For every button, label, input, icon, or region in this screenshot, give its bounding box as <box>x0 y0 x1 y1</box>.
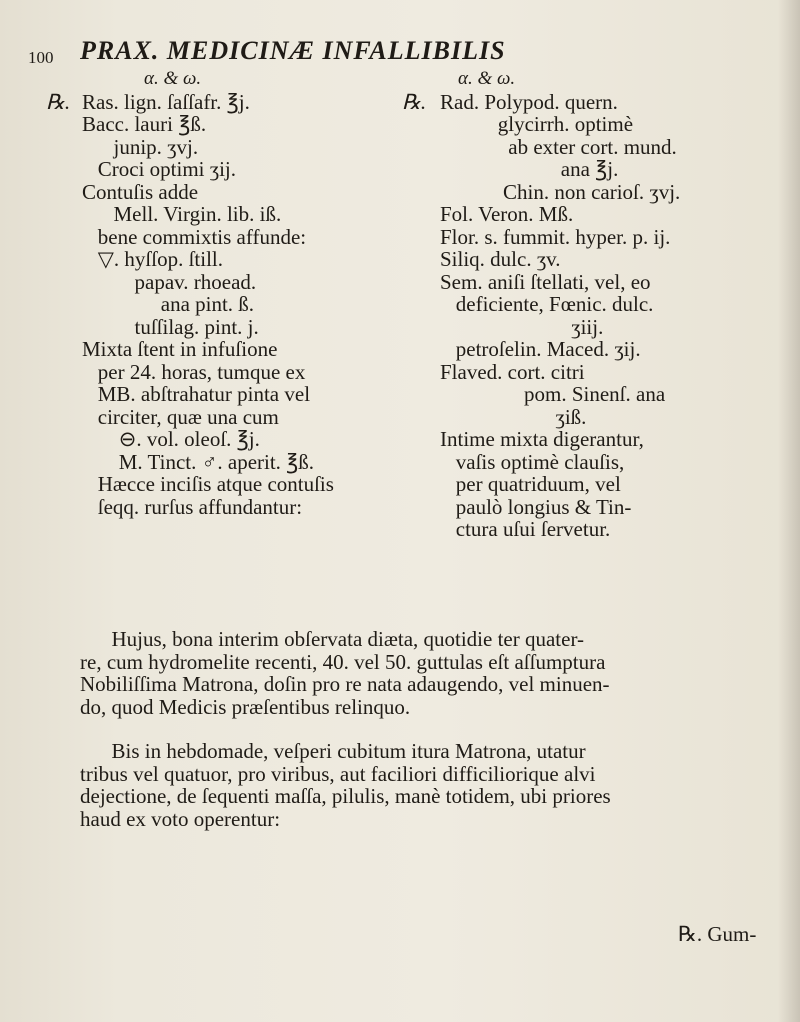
recipe-line-text: Mixta ſtent in infuſione <box>82 337 278 361</box>
pill-paragraph <box>80 740 770 830</box>
recipe-line <box>82 316 450 339</box>
recipe-line <box>82 203 450 226</box>
recipe-line-text: Mell. Virgin. lib. iß. <box>82 202 282 226</box>
running-title: PRAX. MEDICINÆ INFALLIBILIS <box>80 36 506 65</box>
recipe-line-text: Rad. Polypod. quern. <box>440 89 618 114</box>
recipe-line <box>440 406 780 429</box>
recipe-line <box>440 248 780 271</box>
recipe-line <box>82 473 450 496</box>
recipe-line-text: Croci optimi ʒij. <box>82 157 236 181</box>
recipe-line <box>82 361 450 384</box>
paragraph-line: do, quod Medicis præſentibus relinquo. <box>80 694 411 719</box>
recipe-line-text: MB. abſtrahatur pinta vel <box>82 382 311 406</box>
recipe-line-text: Contuſis adde <box>82 179 199 204</box>
recipe-line <box>440 518 780 541</box>
recipe-line <box>82 428 450 451</box>
recipe-line <box>440 203 780 226</box>
recipe-line-text: Sem. aniſi ſtellati, vel, eo <box>440 269 651 294</box>
recipe-line <box>82 181 450 204</box>
recipe-line <box>82 271 450 294</box>
recipe-line-text: papav. rhoead. <box>82 269 257 294</box>
catchword: ℞. Gum- <box>678 922 757 946</box>
recipe-line-text: M. Tinct. ♂. aperit. ℥ß. <box>82 449 315 474</box>
recipe-line <box>440 338 780 361</box>
recipe-line <box>440 271 780 294</box>
recipe-line <box>46 89 450 114</box>
left-column-heading: α. & ω. <box>144 68 202 89</box>
recipe-line <box>82 158 450 181</box>
page-number: 100 <box>28 48 54 67</box>
recipe-symbol: ℞. <box>46 89 71 114</box>
recipe-line-text: junip. ʒvj. <box>82 134 199 159</box>
recipe-line <box>440 361 780 384</box>
paragraph-line: Bis in hebdomade, veſperi cubitum itura Matrona, utatur <box>80 739 586 763</box>
recipe-line-text: paulò longius & Tin- <box>440 494 632 519</box>
recipe-line <box>82 113 450 136</box>
recipe-line-text: per quatriduum, vel <box>440 472 621 496</box>
paragraph-line: haud ex voto operentur: <box>80 806 281 831</box>
recipe-line <box>402 89 780 114</box>
recipe-line <box>82 338 450 361</box>
recipe-line <box>82 383 450 406</box>
recipe-line-text: ana ℥j. <box>440 157 619 181</box>
recipe-line-text: Chin. non carioſ. ʒvj. <box>440 179 681 204</box>
recipe-line <box>440 293 780 316</box>
recipe-line <box>440 136 780 159</box>
recipe-line <box>82 136 450 159</box>
recipe-line <box>82 406 450 429</box>
recipe-line-text: circiter, quæ una cum <box>82 404 279 429</box>
recipe-line-text: ⊖. vol. oleoſ. ℥j. <box>82 427 260 451</box>
recipe-line-text: ctura uſui ſervetur. <box>440 517 611 541</box>
recipe-line-text: ana pint. ß. <box>82 292 255 316</box>
page-gutter-shadow <box>778 0 800 1022</box>
recipe-line <box>82 496 450 519</box>
recipe-line-text: Flaved. cort. citri <box>440 359 585 384</box>
paragraph-line: Nobiliſſima Matrona, doſin pro re nata adaugendo, vel minuen- <box>80 672 610 696</box>
recipe-line-text: deficiente, Fœnic. dulc. <box>440 292 654 316</box>
recipe-line <box>440 158 780 181</box>
recipe-line <box>440 473 780 496</box>
recipe-line <box>440 451 780 474</box>
recipe-line-text: Intime mixta digerantur, <box>440 427 644 451</box>
right-recipe-column <box>402 68 780 541</box>
recipe-line <box>440 428 780 451</box>
right-column-heading: α. & ω. <box>458 68 516 89</box>
recipe-line <box>440 496 780 519</box>
recipe-line <box>440 113 780 136</box>
recipe-line-text: ſeqq. rurſus affundantur: <box>82 494 303 519</box>
recipe-line-text: ▽. hyſſop. ſtill. <box>82 247 223 271</box>
recipe-line-text: bene commixtis affunde: <box>82 224 307 249</box>
recipe-symbol: ℞. <box>402 89 427 114</box>
recipe-line-text: vaſis optimè clauſis, <box>440 449 625 474</box>
recipe-line <box>82 226 450 249</box>
recipe-line-text: tuſſilag. pint. j. <box>82 314 259 339</box>
recipe-line-text: Bacc. lauri ℥ß. <box>82 112 207 136</box>
recipe-line <box>440 181 780 204</box>
dosage-paragraph <box>80 628 770 718</box>
recipe-line-text: Ras. lign. ſaſſafr. ℥j. <box>82 89 250 114</box>
paragraph-line: re, cum hydromelite recenti, 40. vel 50. guttulas eſt aſſumptura <box>80 649 606 674</box>
paragraph-line: tribus vel quatuor, pro viribus, aut faciliori difficiliorique alvi <box>80 761 596 786</box>
recipe-line-text: per 24. horas, tumque ex <box>82 359 306 384</box>
left-recipe-column <box>46 68 450 519</box>
recipe-line <box>440 226 780 249</box>
recipe-line-text: ʒiij. <box>440 314 604 339</box>
left-recipe-lines <box>46 89 450 519</box>
right-recipe-lines <box>402 89 780 541</box>
recipe-line-text: petroſelin. Maced. ʒij. <box>440 337 641 361</box>
paragraph-line: Hujus, bona interim obſervata diæta, quotidie ter quater- <box>80 627 585 651</box>
recipe-line-text: ab exter cort. mund. <box>440 134 677 159</box>
recipe-line-text: glycirrh. optimè <box>440 112 634 136</box>
recipe-line-text: Hæcce inciſis atque contuſis <box>82 472 334 496</box>
recipe-line-text: Fol. Veron. Mß. <box>440 202 574 226</box>
recipe-line <box>82 293 450 316</box>
recipe-line-text: Siliq. dulc. ʒv. <box>440 247 561 271</box>
recipe-line-text: Flor. s. fummit. hyper. p. ij. <box>440 224 671 249</box>
paragraph-line: dejectione, de ſequenti maſſa, pilulis, manè totidem, ubi priores <box>80 784 611 808</box>
recipe-line <box>82 248 450 271</box>
recipe-line <box>440 316 780 339</box>
recipe-line <box>440 383 780 406</box>
recipe-line-text: pom. Sinenſ. ana <box>440 382 666 406</box>
recipe-line-text: ʒiß. <box>440 404 587 429</box>
recipe-line <box>82 451 450 474</box>
